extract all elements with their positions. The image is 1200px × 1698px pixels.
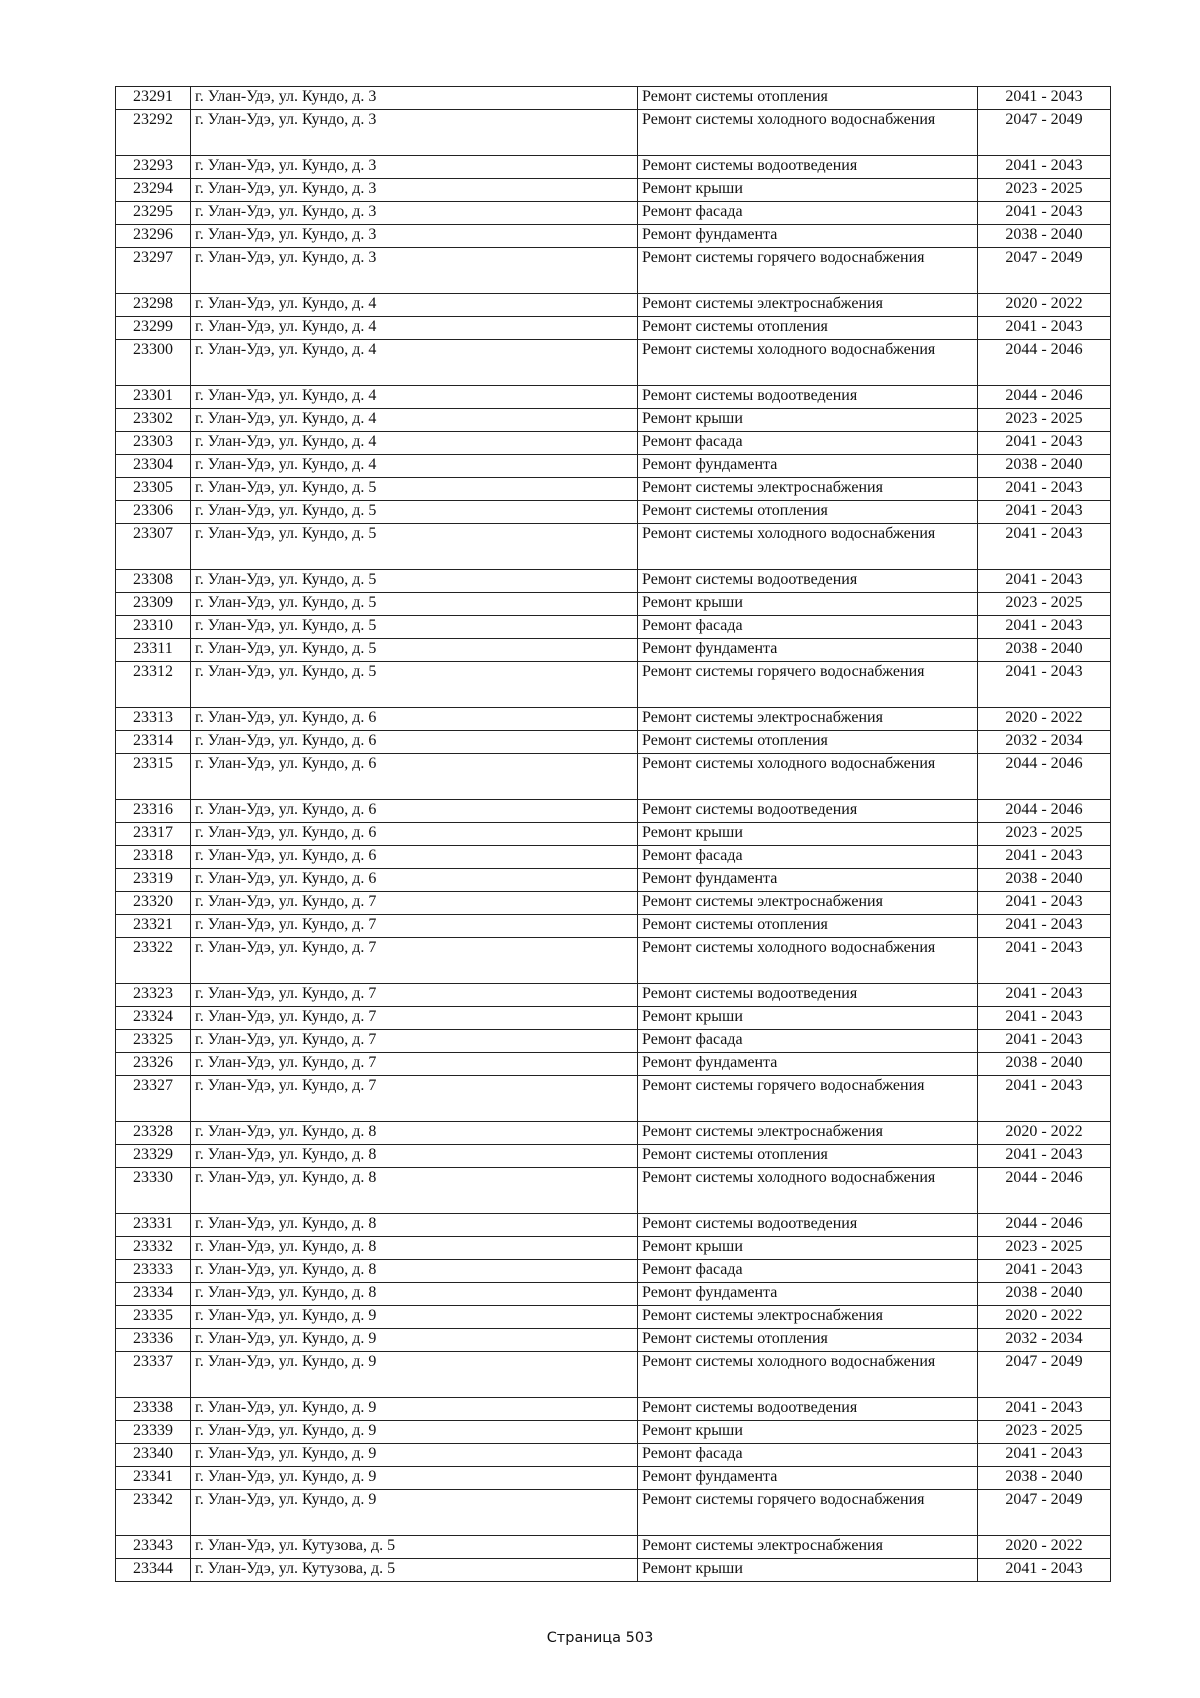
row-years: 2038 - 2040 bbox=[978, 455, 1111, 478]
table-row bbox=[116, 1536, 1111, 1559]
table-row bbox=[116, 754, 1111, 800]
table-row bbox=[116, 938, 1111, 984]
row-number: 23318 bbox=[116, 846, 191, 869]
row-years: 2020 - 2022 bbox=[978, 1536, 1111, 1559]
row-address: г. Улан-Удэ, ул. Кундо, д. 6 bbox=[191, 800, 638, 823]
row-work-type: Ремонт системы холодного водоснабжения bbox=[638, 1352, 978, 1398]
row-address: г. Улан-Удэ, ул. Кундо, д. 9 bbox=[191, 1306, 638, 1329]
row-number: 23328 bbox=[116, 1122, 191, 1145]
row-address: г. Улан-Удэ, ул. Кундо, д. 6 bbox=[191, 708, 638, 731]
table-row bbox=[116, 110, 1111, 156]
row-address: г. Улан-Удэ, ул. Кундо, д. 7 bbox=[191, 984, 638, 1007]
row-years: 2041 - 2043 bbox=[978, 1260, 1111, 1283]
table-row bbox=[116, 156, 1111, 179]
row-work-type: Ремонт крыши bbox=[638, 593, 978, 616]
row-address: г. Улан-Удэ, ул. Кундо, д. 8 bbox=[191, 1260, 638, 1283]
row-number: 23322 bbox=[116, 938, 191, 984]
row-years: 2041 - 2043 bbox=[978, 87, 1111, 110]
row-address: г. Улан-Удэ, ул. Кундо, д. 5 bbox=[191, 524, 638, 570]
row-years: 2041 - 2043 bbox=[978, 846, 1111, 869]
row-address: г. Улан-Удэ, ул. Кундо, д. 8 bbox=[191, 1283, 638, 1306]
row-work-type: Ремонт системы электроснабжения bbox=[638, 478, 978, 501]
row-address: г. Улан-Удэ, ул. Кундо, д. 4 bbox=[191, 386, 638, 409]
table-row bbox=[116, 1145, 1111, 1168]
row-years: 2041 - 2043 bbox=[978, 570, 1111, 593]
row-number: 23311 bbox=[116, 639, 191, 662]
row-address: г. Улан-Удэ, ул. Кундо, д. 3 bbox=[191, 156, 638, 179]
row-address: г. Улан-Удэ, ул. Кундо, д. 4 bbox=[191, 340, 638, 386]
row-address: г. Улан-Удэ, ул. Кундо, д. 8 bbox=[191, 1214, 638, 1237]
table-row bbox=[116, 455, 1111, 478]
row-address: г. Улан-Удэ, ул. Кундо, д. 4 bbox=[191, 432, 638, 455]
row-address: г. Улан-Удэ, ул. Кундо, д. 7 bbox=[191, 1053, 638, 1076]
row-work-type: Ремонт системы горячего водоснабжения bbox=[638, 248, 978, 294]
row-number: 23340 bbox=[116, 1444, 191, 1467]
row-years: 2041 - 2043 bbox=[978, 1398, 1111, 1421]
row-address: г. Улан-Удэ, ул. Кундо, д. 7 bbox=[191, 1007, 638, 1030]
row-years: 2023 - 2025 bbox=[978, 823, 1111, 846]
row-number: 23333 bbox=[116, 1260, 191, 1283]
row-years: 2047 - 2049 bbox=[978, 110, 1111, 156]
row-years: 2041 - 2043 bbox=[978, 1007, 1111, 1030]
row-address: г. Улан-Удэ, ул. Кундо, д. 5 bbox=[191, 662, 638, 708]
row-work-type: Ремонт системы отопления bbox=[638, 317, 978, 340]
row-years: 2041 - 2043 bbox=[978, 501, 1111, 524]
row-address: г. Улан-Удэ, ул. Кундо, д. 9 bbox=[191, 1398, 638, 1421]
row-years: 2023 - 2025 bbox=[978, 409, 1111, 432]
row-years: 2041 - 2043 bbox=[978, 616, 1111, 639]
row-address: г. Улан-Удэ, ул. Кундо, д. 8 bbox=[191, 1168, 638, 1214]
row-number: 23303 bbox=[116, 432, 191, 455]
row-years: 2041 - 2043 bbox=[978, 1076, 1111, 1122]
row-work-type: Ремонт системы отопления bbox=[638, 731, 978, 754]
table-row bbox=[116, 478, 1111, 501]
row-work-type: Ремонт крыши bbox=[638, 1007, 978, 1030]
table-row bbox=[116, 1490, 1111, 1536]
row-address: г. Улан-Удэ, ул. Кундо, д. 7 bbox=[191, 1030, 638, 1053]
row-years: 2041 - 2043 bbox=[978, 892, 1111, 915]
row-work-type: Ремонт фундамента bbox=[638, 455, 978, 478]
row-work-type: Ремонт крыши bbox=[638, 179, 978, 202]
table-row bbox=[116, 1076, 1111, 1122]
row-number: 23324 bbox=[116, 1007, 191, 1030]
row-number: 23291 bbox=[116, 87, 191, 110]
row-number: 23319 bbox=[116, 869, 191, 892]
row-address: г. Улан-Удэ, ул. Кундо, д. 3 bbox=[191, 87, 638, 110]
row-work-type: Ремонт системы водоотведения bbox=[638, 800, 978, 823]
table-row bbox=[116, 1053, 1111, 1076]
row-work-type: Ремонт системы электроснабжения bbox=[638, 1122, 978, 1145]
table-row bbox=[116, 639, 1111, 662]
row-years: 2047 - 2049 bbox=[978, 1490, 1111, 1536]
row-years: 2041 - 2043 bbox=[978, 915, 1111, 938]
row-address: г. Улан-Удэ, ул. Кундо, д. 5 bbox=[191, 616, 638, 639]
table-row bbox=[116, 800, 1111, 823]
table-row bbox=[116, 869, 1111, 892]
repair-schedule-table bbox=[115, 86, 1111, 1582]
row-work-type: Ремонт фасада bbox=[638, 1444, 978, 1467]
table-row bbox=[116, 1168, 1111, 1214]
table-row bbox=[116, 409, 1111, 432]
row-years: 2020 - 2022 bbox=[978, 294, 1111, 317]
row-number: 23295 bbox=[116, 202, 191, 225]
repair-schedule-table-wrapper bbox=[115, 86, 1110, 1582]
table-row bbox=[116, 1260, 1111, 1283]
row-work-type: Ремонт фундамента bbox=[638, 639, 978, 662]
table-row bbox=[116, 1559, 1111, 1582]
row-number: 23310 bbox=[116, 616, 191, 639]
row-work-type: Ремонт системы холодного водоснабжения bbox=[638, 110, 978, 156]
row-number: 23341 bbox=[116, 1467, 191, 1490]
row-work-type: Ремонт системы электроснабжения bbox=[638, 708, 978, 731]
row-years: 2041 - 2043 bbox=[978, 1145, 1111, 1168]
row-address: г. Улан-Удэ, ул. Кундо, д. 5 bbox=[191, 501, 638, 524]
row-number: 23314 bbox=[116, 731, 191, 754]
table-row bbox=[116, 524, 1111, 570]
row-years: 2044 - 2046 bbox=[978, 1168, 1111, 1214]
table-row bbox=[116, 823, 1111, 846]
row-address: г. Улан-Удэ, ул. Кундо, д. 9 bbox=[191, 1444, 638, 1467]
row-years: 2044 - 2046 bbox=[978, 754, 1111, 800]
row-number: 23294 bbox=[116, 179, 191, 202]
row-work-type: Ремонт фасада bbox=[638, 1030, 978, 1053]
row-number: 23317 bbox=[116, 823, 191, 846]
row-address: г. Улан-Удэ, ул. Кундо, д. 5 bbox=[191, 478, 638, 501]
row-years: 2038 - 2040 bbox=[978, 869, 1111, 892]
table-row bbox=[116, 662, 1111, 708]
row-number: 23307 bbox=[116, 524, 191, 570]
row-number: 23334 bbox=[116, 1283, 191, 1306]
row-work-type: Ремонт системы горячего водоснабжения bbox=[638, 1076, 978, 1122]
row-work-type: Ремонт фундамента bbox=[638, 1467, 978, 1490]
table-row bbox=[116, 1444, 1111, 1467]
row-number: 23316 bbox=[116, 800, 191, 823]
row-years: 2020 - 2022 bbox=[978, 1122, 1111, 1145]
row-address: г. Улан-Удэ, ул. Кундо, д. 3 bbox=[191, 225, 638, 248]
row-work-type: Ремонт системы отопления bbox=[638, 1329, 978, 1352]
row-years: 2038 - 2040 bbox=[978, 1053, 1111, 1076]
row-address: г. Улан-Удэ, ул. Кундо, д. 3 bbox=[191, 179, 638, 202]
table-row bbox=[116, 432, 1111, 455]
row-number: 23299 bbox=[116, 317, 191, 340]
table-row bbox=[116, 87, 1111, 110]
row-address: г. Улан-Удэ, ул. Кундо, д. 9 bbox=[191, 1490, 638, 1536]
row-number: 23301 bbox=[116, 386, 191, 409]
row-address: г. Улан-Удэ, ул. Кундо, д. 8 bbox=[191, 1145, 638, 1168]
table-row bbox=[116, 846, 1111, 869]
row-number: 23344 bbox=[116, 1559, 191, 1582]
row-number: 23309 bbox=[116, 593, 191, 616]
row-address: г. Улан-Удэ, ул. Кундо, д. 9 bbox=[191, 1352, 638, 1398]
row-years: 2020 - 2022 bbox=[978, 708, 1111, 731]
table-row bbox=[116, 1467, 1111, 1490]
row-years: 2032 - 2034 bbox=[978, 731, 1111, 754]
row-work-type: Ремонт системы электроснабжения bbox=[638, 892, 978, 915]
row-number: 23326 bbox=[116, 1053, 191, 1076]
row-work-type: Ремонт крыши bbox=[638, 1559, 978, 1582]
row-number: 23306 bbox=[116, 501, 191, 524]
row-years: 2047 - 2049 bbox=[978, 248, 1111, 294]
row-years: 2023 - 2025 bbox=[978, 593, 1111, 616]
row-address: г. Улан-Удэ, ул. Кундо, д. 3 bbox=[191, 110, 638, 156]
row-work-type: Ремонт системы холодного водоснабжения bbox=[638, 340, 978, 386]
table-row bbox=[116, 708, 1111, 731]
row-number: 23312 bbox=[116, 662, 191, 708]
row-number: 23335 bbox=[116, 1306, 191, 1329]
row-years: 2044 - 2046 bbox=[978, 340, 1111, 386]
row-number: 23296 bbox=[116, 225, 191, 248]
row-work-type: Ремонт системы водоотведения bbox=[638, 156, 978, 179]
page-number: Страница 503 bbox=[546, 1630, 654, 1646]
row-address: г. Улан-Удэ, ул. Кутузова, д. 5 bbox=[191, 1559, 638, 1582]
row-address: г. Улан-Удэ, ул. Кундо, д. 4 bbox=[191, 294, 638, 317]
table-row bbox=[116, 317, 1111, 340]
row-work-type: Ремонт фасада bbox=[638, 432, 978, 455]
row-work-type: Ремонт системы водоотведения bbox=[638, 1214, 978, 1237]
table-row bbox=[116, 616, 1111, 639]
row-number: 23298 bbox=[116, 294, 191, 317]
table-row bbox=[116, 202, 1111, 225]
table-row bbox=[116, 1306, 1111, 1329]
row-years: 2023 - 2025 bbox=[978, 1421, 1111, 1444]
row-number: 23342 bbox=[116, 1490, 191, 1536]
row-years: 2041 - 2043 bbox=[978, 317, 1111, 340]
row-work-type: Ремонт системы холодного водоснабжения bbox=[638, 524, 978, 570]
row-years: 2023 - 2025 bbox=[978, 1237, 1111, 1260]
table-row bbox=[116, 1352, 1111, 1398]
row-work-type: Ремонт фасада bbox=[638, 616, 978, 639]
table-row bbox=[116, 1030, 1111, 1053]
row-address: г. Улан-Удэ, ул. Кундо, д. 6 bbox=[191, 869, 638, 892]
row-number: 23308 bbox=[116, 570, 191, 593]
row-work-type: Ремонт системы водоотведения bbox=[638, 386, 978, 409]
row-years: 2038 - 2040 bbox=[978, 1283, 1111, 1306]
row-address: г. Улан-Удэ, ул. Кундо, д. 6 bbox=[191, 846, 638, 869]
row-number: 23304 bbox=[116, 455, 191, 478]
row-address: г. Улан-Удэ, ул. Кундо, д. 9 bbox=[191, 1467, 638, 1490]
row-work-type: Ремонт фундамента bbox=[638, 1053, 978, 1076]
row-work-type: Ремонт системы водоотведения bbox=[638, 570, 978, 593]
table-row bbox=[116, 915, 1111, 938]
row-work-type: Ремонт крыши bbox=[638, 823, 978, 846]
row-number: 23315 bbox=[116, 754, 191, 800]
row-work-type: Ремонт системы отопления bbox=[638, 87, 978, 110]
row-address: г. Улан-Удэ, ул. Кундо, д. 9 bbox=[191, 1329, 638, 1352]
row-number: 23305 bbox=[116, 478, 191, 501]
row-number: 23339 bbox=[116, 1421, 191, 1444]
table-row bbox=[116, 570, 1111, 593]
row-address: г. Улан-Удэ, ул. Кундо, д. 4 bbox=[191, 409, 638, 432]
row-work-type: Ремонт системы электроснабжения bbox=[638, 1536, 978, 1559]
row-address: г. Улан-Удэ, ул. Кундо, д. 9 bbox=[191, 1421, 638, 1444]
row-work-type: Ремонт фасада bbox=[638, 1260, 978, 1283]
row-work-type: Ремонт фундамента bbox=[638, 225, 978, 248]
row-work-type: Ремонт системы отопления bbox=[638, 915, 978, 938]
row-number: 23331 bbox=[116, 1214, 191, 1237]
row-work-type: Ремонт системы электроснабжения bbox=[638, 294, 978, 317]
row-work-type: Ремонт крыши bbox=[638, 409, 978, 432]
row-number: 23327 bbox=[116, 1076, 191, 1122]
row-work-type: Ремонт системы электроснабжения bbox=[638, 1306, 978, 1329]
row-work-type: Ремонт крыши bbox=[638, 1421, 978, 1444]
row-address: г. Улан-Удэ, ул. Кундо, д. 8 bbox=[191, 1237, 638, 1260]
row-years: 2044 - 2046 bbox=[978, 1214, 1111, 1237]
table-row bbox=[116, 984, 1111, 1007]
table-row bbox=[116, 1421, 1111, 1444]
row-number: 23320 bbox=[116, 892, 191, 915]
row-number: 23337 bbox=[116, 1352, 191, 1398]
row-number: 23325 bbox=[116, 1030, 191, 1053]
row-work-type: Ремонт системы отопления bbox=[638, 1145, 978, 1168]
table-row bbox=[116, 1283, 1111, 1306]
row-number: 23321 bbox=[116, 915, 191, 938]
table-row bbox=[116, 1007, 1111, 1030]
row-years: 2041 - 2043 bbox=[978, 938, 1111, 984]
row-address: г. Улан-Удэ, ул. Кундо, д. 3 bbox=[191, 248, 638, 294]
row-work-type: Ремонт системы холодного водоснабжения bbox=[638, 754, 978, 800]
table-row bbox=[116, 179, 1111, 202]
row-number: 23292 bbox=[116, 110, 191, 156]
row-years: 2023 - 2025 bbox=[978, 179, 1111, 202]
row-number: 23300 bbox=[116, 340, 191, 386]
row-address: г. Улан-Удэ, ул. Кундо, д. 7 bbox=[191, 915, 638, 938]
row-address: г. Улан-Удэ, ул. Кундо, д. 5 bbox=[191, 570, 638, 593]
row-work-type: Ремонт системы холодного водоснабжения bbox=[638, 1168, 978, 1214]
row-address: г. Улан-Удэ, ул. Кундо, д. 5 bbox=[191, 639, 638, 662]
row-years: 2038 - 2040 bbox=[978, 1467, 1111, 1490]
row-number: 23338 bbox=[116, 1398, 191, 1421]
row-years: 2047 - 2049 bbox=[978, 1352, 1111, 1398]
row-years: 2032 - 2034 bbox=[978, 1329, 1111, 1352]
row-number: 23323 bbox=[116, 984, 191, 1007]
row-work-type: Ремонт системы холодного водоснабжения bbox=[638, 938, 978, 984]
row-work-type: Ремонт фасада bbox=[638, 202, 978, 225]
row-address: г. Улан-Удэ, ул. Кундо, д. 5 bbox=[191, 593, 638, 616]
row-address: г. Улан-Удэ, ул. Кундо, д. 6 bbox=[191, 731, 638, 754]
row-years: 2044 - 2046 bbox=[978, 800, 1111, 823]
row-address: г. Улан-Удэ, ул. Кундо, д. 7 bbox=[191, 892, 638, 915]
table-row bbox=[116, 892, 1111, 915]
row-years: 2044 - 2046 bbox=[978, 386, 1111, 409]
row-number: 23297 bbox=[116, 248, 191, 294]
row-number: 23336 bbox=[116, 1329, 191, 1352]
row-address: г. Улан-Удэ, ул. Кундо, д. 4 bbox=[191, 455, 638, 478]
table-row bbox=[116, 501, 1111, 524]
table-row bbox=[116, 294, 1111, 317]
row-work-type: Ремонт крыши bbox=[638, 1237, 978, 1260]
row-number: 23313 bbox=[116, 708, 191, 731]
table-row bbox=[116, 593, 1111, 616]
row-number: 23293 bbox=[116, 156, 191, 179]
row-years: 2041 - 2043 bbox=[978, 662, 1111, 708]
table-row bbox=[116, 386, 1111, 409]
row-years: 2041 - 2043 bbox=[978, 432, 1111, 455]
row-number: 23330 bbox=[116, 1168, 191, 1214]
row-address: г. Улан-Удэ, ул. Кутузова, д. 5 bbox=[191, 1536, 638, 1559]
row-work-type: Ремонт фундамента bbox=[638, 1283, 978, 1306]
table-row bbox=[116, 248, 1111, 294]
row-years: 2041 - 2043 bbox=[978, 202, 1111, 225]
row-address: г. Улан-Удэ, ул. Кундо, д. 7 bbox=[191, 1076, 638, 1122]
row-address: г. Улан-Удэ, ул. Кундо, д. 8 bbox=[191, 1122, 638, 1145]
row-number: 23302 bbox=[116, 409, 191, 432]
table-row bbox=[116, 225, 1111, 248]
row-work-type: Ремонт системы горячего водоснабжения bbox=[638, 662, 978, 708]
row-number: 23343 bbox=[116, 1536, 191, 1559]
table-row bbox=[116, 1214, 1111, 1237]
row-years: 2041 - 2043 bbox=[978, 156, 1111, 179]
table-row bbox=[116, 340, 1111, 386]
row-address: г. Улан-Удэ, ул. Кундо, д. 7 bbox=[191, 938, 638, 984]
row-number: 23332 bbox=[116, 1237, 191, 1260]
row-work-type: Ремонт системы водоотведения bbox=[638, 1398, 978, 1421]
row-address: г. Улан-Удэ, ул. Кундо, д. 6 bbox=[191, 823, 638, 846]
row-work-type: Ремонт системы водоотведения bbox=[638, 984, 978, 1007]
row-number: 23329 bbox=[116, 1145, 191, 1168]
table-row bbox=[116, 1398, 1111, 1421]
row-address: г. Улан-Удэ, ул. Кундо, д. 4 bbox=[191, 317, 638, 340]
row-address: г. Улан-Удэ, ул. Кундо, д. 6 bbox=[191, 754, 638, 800]
row-years: 2038 - 2040 bbox=[978, 225, 1111, 248]
row-work-type: Ремонт системы отопления bbox=[638, 501, 978, 524]
table-row bbox=[116, 731, 1111, 754]
row-years: 2041 - 2043 bbox=[978, 1444, 1111, 1467]
row-work-type: Ремонт фундамента bbox=[638, 869, 978, 892]
row-years: 2041 - 2043 bbox=[978, 478, 1111, 501]
row-work-type: Ремонт фасада bbox=[638, 846, 978, 869]
row-address: г. Улан-Удэ, ул. Кундо, д. 3 bbox=[191, 202, 638, 225]
table-body bbox=[116, 87, 1111, 1582]
table-row bbox=[116, 1329, 1111, 1352]
table-row bbox=[116, 1122, 1111, 1145]
row-years: 2020 - 2022 bbox=[978, 1306, 1111, 1329]
row-work-type: Ремонт системы горячего водоснабжения bbox=[638, 1490, 978, 1536]
row-years: 2041 - 2043 bbox=[978, 1559, 1111, 1582]
row-years: 2041 - 2043 bbox=[978, 984, 1111, 1007]
row-years: 2041 - 2043 bbox=[978, 1030, 1111, 1053]
row-years: 2041 - 2043 bbox=[978, 524, 1111, 570]
row-years: 2038 - 2040 bbox=[978, 639, 1111, 662]
table-row bbox=[116, 1237, 1111, 1260]
